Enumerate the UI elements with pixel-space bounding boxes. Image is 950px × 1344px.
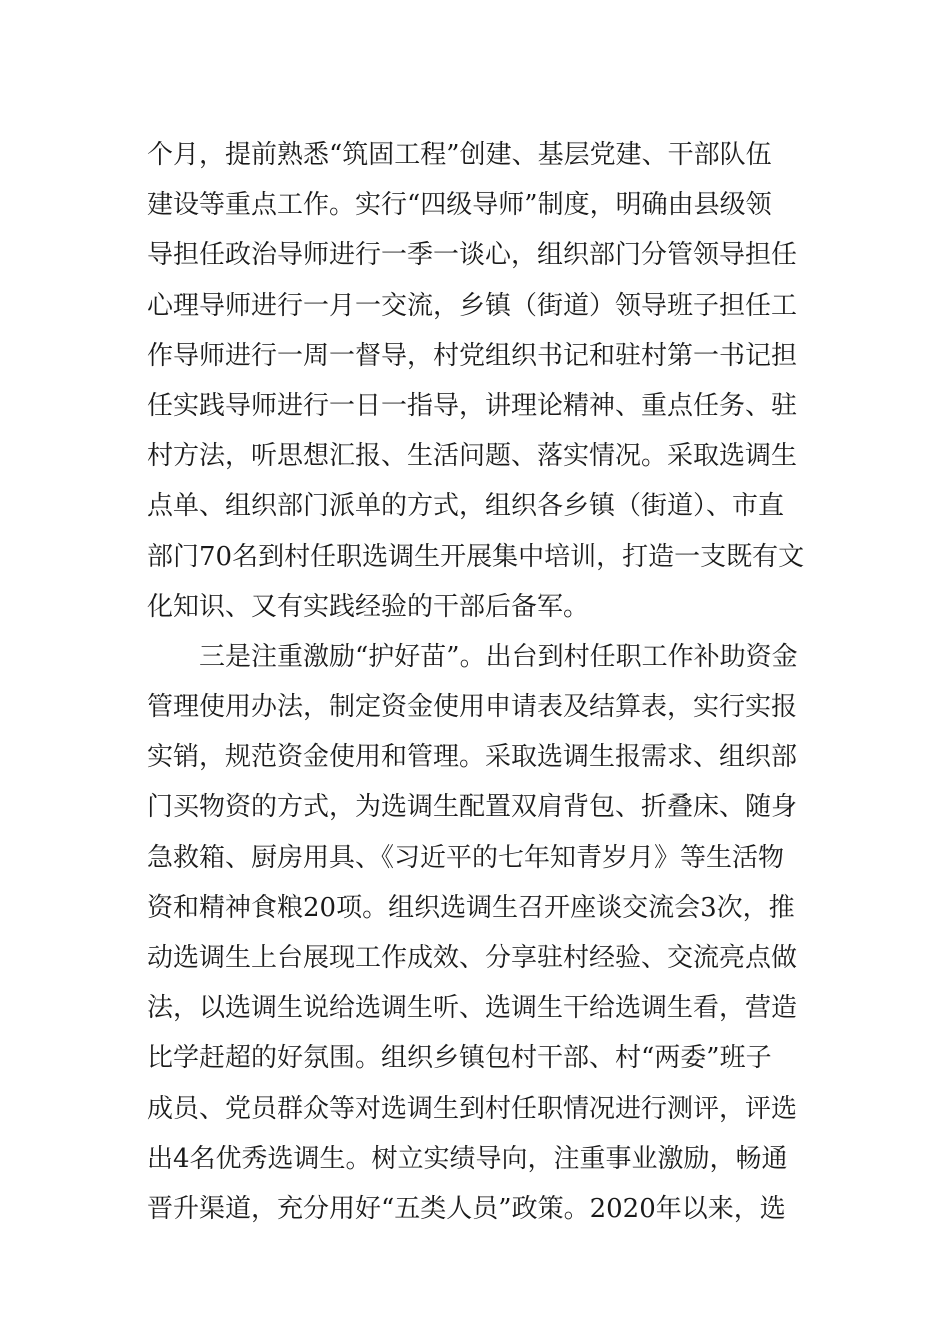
text-line: 个月，提前熟悉“筑固工程”创建、基层党建、干部队伍 xyxy=(147,140,772,170)
text-line: 作导师进行一周一督导，村党组织书记和驻村第一书记担 xyxy=(147,340,798,371)
text-line: 晋升渠道，充分用好“五类人员”政策。2020年以来，选 xyxy=(147,1193,786,1224)
text-line: 部门70名到村任职选调生开展集中培训，打造一支既有文 xyxy=(147,541,805,572)
text-line: 急救箱、厨房用具、《习近平的七年知青岁月》等生活物 xyxy=(147,842,785,873)
text-line: 点单、组织部门派单的方式，组织各乡镇（街道）、市直 xyxy=(147,491,785,522)
text-line: 实销，规范资金使用和管理。采取选调生报需求、组织部 xyxy=(147,742,798,773)
body-text xyxy=(147,130,807,1234)
text-line: 管理使用办法，制定资金使用申请表及结算表，实行实报 xyxy=(147,692,798,723)
text-line: 门买物资的方式，为选调生配置双肩背包、折叠床、随身 xyxy=(147,792,798,823)
text-line: 比学赶超的好氛围。组织乡镇包村干部、村“两委”班子 xyxy=(147,1043,772,1074)
text-line: 导担任政治导师进行一季一谈心，组织部门分管领导担任 xyxy=(147,240,798,271)
text-line: 成员、党员群众等对选调生到村任职情况进行测评，评选 xyxy=(147,1093,798,1124)
paragraph-start-line: 三是注重激励“护好苗”。出台到村任职工作补助资金 xyxy=(199,641,798,672)
text-line: 化知识、又有实践经验的干部后备军。 xyxy=(147,591,590,622)
text-line: 资和精神食粮20项。组织选调生召开座谈交流会3次，推 xyxy=(147,892,795,923)
text-line: 任实践导师进行一日一指导，讲理论精神、重点任务、驻 xyxy=(147,390,798,421)
text-line: 建设等重点工作。实行“四级导师”制度，明确由县级领 xyxy=(147,190,772,221)
text-line: 动选调生上台展现工作成效、分享驻村经验、交流亮点做 xyxy=(147,943,798,973)
text-line: 出4名优秀选调生。树立实绩导向，注重事业激励，畅通 xyxy=(147,1143,788,1174)
text-line: 法，以选调生说给选调生听、选调生干给选调生看，营造 xyxy=(147,993,798,1024)
text-line: 心理导师进行一月一交流，乡镇（街道）领导班子担任工 xyxy=(147,290,798,321)
text-line: 村方法，听思想汇报、生活问题、落实情况。采取选调生 xyxy=(147,441,798,472)
